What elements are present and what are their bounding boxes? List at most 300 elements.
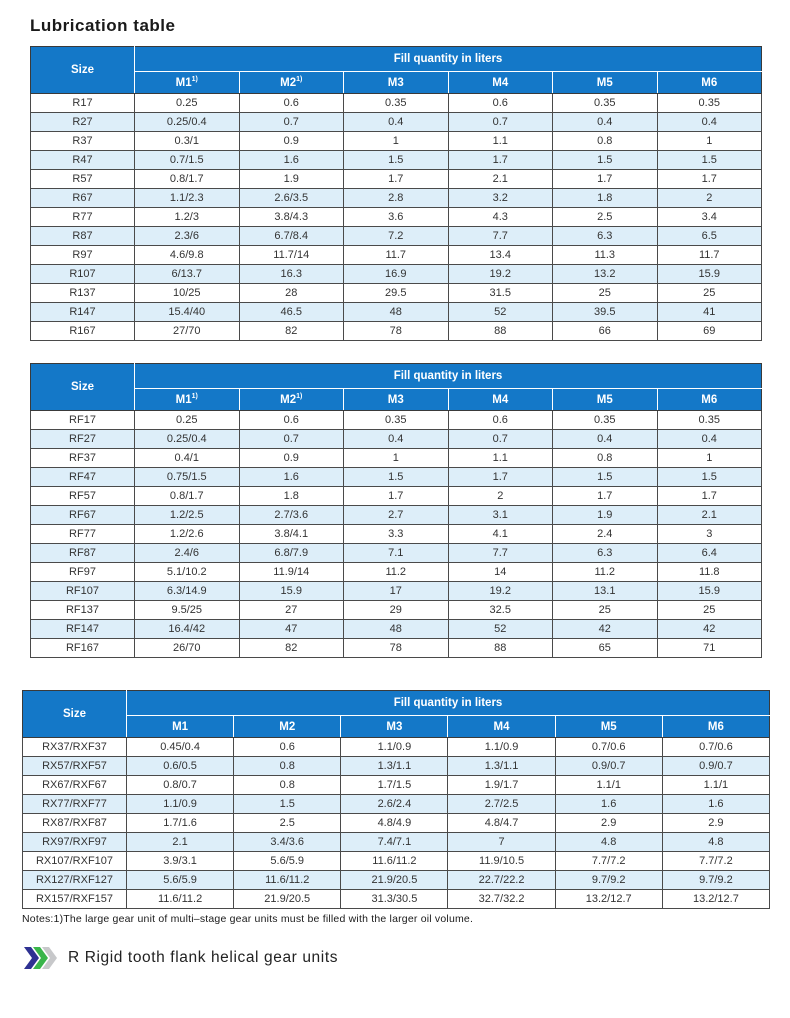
value-cell: 11.2 (553, 563, 658, 582)
value-cell: 15.4/40 (135, 303, 240, 322)
value-cell: 4.6/9.8 (135, 246, 240, 265)
value-cell: 2.7/3.6 (239, 506, 344, 525)
value-cell: 48 (344, 303, 449, 322)
value-cell: 0.25/0.4 (135, 113, 240, 132)
value-cell: 15.9 (239, 582, 344, 601)
value-cell: 11.7/14 (239, 246, 344, 265)
value-cell: 7.7 (448, 544, 553, 563)
value-cell: 0.8/0.7 (127, 776, 234, 795)
value-cell: 9.7/9.2 (662, 871, 769, 890)
lubrication-table-rf-series (30, 363, 762, 658)
value-cell: 1.1/1 (662, 776, 769, 795)
value-cell: 32.7/32.2 (448, 890, 555, 909)
value-cell: 31.3/30.5 (341, 890, 448, 909)
value-cell: 0.6 (234, 738, 341, 757)
value-cell: 1.6 (239, 468, 344, 487)
table-row (31, 132, 762, 151)
value-cell: 3.2 (448, 189, 553, 208)
table-row (31, 430, 762, 449)
value-cell: 27 (239, 601, 344, 620)
column-header-m6: M6 (657, 389, 762, 411)
column-header-m4: M4 (448, 389, 553, 411)
size-cell: RF137 (31, 601, 135, 620)
value-cell: 1.9/1.7 (448, 776, 555, 795)
value-cell: 66 (553, 322, 658, 341)
value-cell: 11.7 (657, 246, 762, 265)
value-cell: 0.35 (344, 411, 449, 430)
value-cell: 2.5 (234, 814, 341, 833)
column-header-m4: M4 (448, 716, 555, 738)
column-header-m5: M5 (553, 72, 658, 94)
header-row-group (31, 47, 762, 72)
value-cell: 1 (344, 132, 449, 151)
value-cell: 42 (657, 620, 762, 639)
value-cell: 3.8/4.3 (239, 208, 344, 227)
value-cell: 0.4/1 (135, 449, 240, 468)
table-row (31, 208, 762, 227)
value-cell: 0.35 (553, 411, 658, 430)
value-cell: 4.1 (448, 525, 553, 544)
value-cell: 1.5 (344, 468, 449, 487)
header-row-group (23, 691, 770, 716)
value-cell: 13.2/12.7 (555, 890, 662, 909)
size-cell: R167 (31, 322, 135, 341)
value-cell: 88 (448, 639, 553, 658)
value-cell: 2.9 (555, 814, 662, 833)
size-cell: R87 (31, 227, 135, 246)
value-cell: 28 (239, 284, 344, 303)
column-header-m1: M1$^{1)}$ (135, 389, 240, 411)
value-cell: 11.6/11.2 (127, 890, 234, 909)
table-row (31, 487, 762, 506)
value-cell: 65 (553, 639, 658, 658)
header-row-columns (31, 72, 762, 94)
value-cell: 0.75/1.5 (135, 468, 240, 487)
value-cell: 1 (657, 449, 762, 468)
value-cell: 1.5 (657, 468, 762, 487)
value-cell: 31.5 (448, 284, 553, 303)
header-row-columns (31, 389, 762, 411)
value-cell: 0.7/0.6 (555, 738, 662, 757)
column-header-m2: M2 (234, 716, 341, 738)
table-row (31, 639, 762, 658)
value-cell: 82 (239, 639, 344, 658)
value-cell: 3.4 (657, 208, 762, 227)
value-cell: 32.5 (448, 601, 553, 620)
table-row (31, 113, 762, 132)
value-cell: 9.7/9.2 (555, 871, 662, 890)
size-cell: RX37/RXF37 (23, 738, 127, 757)
fill-quantity-header: Fill quantity in liters (135, 364, 762, 389)
value-cell: 0.7 (448, 113, 553, 132)
table-body (23, 738, 770, 909)
value-cell: 0.6 (239, 411, 344, 430)
size-cell: RF167 (31, 639, 135, 658)
size-cell: R17 (31, 94, 135, 113)
size-column-header: Size (31, 47, 135, 94)
value-cell: 25 (657, 601, 762, 620)
header-row-columns (23, 716, 770, 738)
value-cell: 1.5 (344, 151, 449, 170)
value-cell: 2.8 (344, 189, 449, 208)
table-row (23, 852, 770, 871)
size-cell: RF77 (31, 525, 135, 544)
value-cell: 0.35 (344, 94, 449, 113)
value-cell: 15.9 (657, 265, 762, 284)
value-cell: 2.5 (553, 208, 658, 227)
table-row (31, 246, 762, 265)
value-cell: 0.4 (657, 113, 762, 132)
table-header (23, 691, 770, 738)
table-row (23, 871, 770, 890)
value-cell: 0.6 (448, 94, 553, 113)
value-cell: 3.3 (344, 525, 449, 544)
value-cell: 11.6/11.2 (341, 852, 448, 871)
value-cell: 41 (657, 303, 762, 322)
table-body (31, 94, 762, 341)
fill-quantity-header: Fill quantity in liters (127, 691, 770, 716)
size-cell: R137 (31, 284, 135, 303)
size-cell: RX77/RXF77 (23, 795, 127, 814)
section-footer (24, 947, 790, 969)
size-cell: RF57 (31, 487, 135, 506)
value-cell: 1.9 (553, 506, 658, 525)
value-cell: 7.1 (344, 544, 449, 563)
value-cell: 5.6/5.9 (234, 852, 341, 871)
value-cell: 1 (657, 132, 762, 151)
header-row-group (31, 364, 762, 389)
lubrication-table-r-series (30, 46, 762, 341)
value-cell: 2.3/6 (135, 227, 240, 246)
value-cell: 0.6 (448, 411, 553, 430)
value-cell: 1.7 (448, 468, 553, 487)
size-cell: RX107/RXF107 (23, 852, 127, 871)
value-cell: 29.5 (344, 284, 449, 303)
table-row (23, 795, 770, 814)
table-row (23, 776, 770, 795)
value-cell: 0.9/0.7 (555, 757, 662, 776)
value-cell: 0.6 (239, 94, 344, 113)
table-row (31, 506, 762, 525)
value-cell: 1.7 (553, 170, 658, 189)
value-cell: 4.8/4.7 (448, 814, 555, 833)
size-cell: RF67 (31, 506, 135, 525)
table-row (31, 582, 762, 601)
column-header-m2: M2$^{1)}$ (239, 72, 344, 94)
value-cell: 0.4 (657, 430, 762, 449)
size-cell: RF107 (31, 582, 135, 601)
size-cell: RF27 (31, 430, 135, 449)
table-row (23, 757, 770, 776)
size-cell: RF47 (31, 468, 135, 487)
size-column-header: Size (23, 691, 127, 738)
value-cell: 6.4 (657, 544, 762, 563)
column-header-m1: M1$^{1)}$ (135, 72, 240, 94)
page-title: Lubrication table (30, 16, 176, 35)
size-cell: R67 (31, 189, 135, 208)
value-cell: 5.1/10.2 (135, 563, 240, 582)
value-cell: 1.3/1.1 (341, 757, 448, 776)
size-cell: RF147 (31, 620, 135, 639)
value-cell: 2.4/6 (135, 544, 240, 563)
value-cell: 2 (448, 487, 553, 506)
value-cell: 6.7/8.4 (239, 227, 344, 246)
table-row (23, 833, 770, 852)
column-header-m2: M2$^{1)}$ (239, 389, 344, 411)
value-cell: 0.8/1.7 (135, 170, 240, 189)
value-cell: 0.35 (657, 94, 762, 113)
value-cell: 0.3/1 (135, 132, 240, 151)
value-cell: 6/13.7 (135, 265, 240, 284)
table-row (31, 170, 762, 189)
value-cell: 25 (553, 601, 658, 620)
value-cell: 13.2/12.7 (662, 890, 769, 909)
size-cell: R77 (31, 208, 135, 227)
value-cell: 1.1 (448, 449, 553, 468)
size-cell: R37 (31, 132, 135, 151)
value-cell: 3.9/3.1 (127, 852, 234, 871)
size-cell: RF37 (31, 449, 135, 468)
column-header-m5: M5 (553, 389, 658, 411)
value-cell: 0.9/0.7 (662, 757, 769, 776)
value-cell: 7.7 (448, 227, 553, 246)
table-row (23, 738, 770, 757)
value-cell: 25 (657, 284, 762, 303)
value-cell: 0.45/0.4 (127, 738, 234, 757)
value-cell: 1.6 (239, 151, 344, 170)
value-cell: 0.8 (553, 132, 658, 151)
value-cell: 4.8 (662, 833, 769, 852)
value-cell: 1.1/1 (555, 776, 662, 795)
table-row (31, 468, 762, 487)
value-cell: 0.9 (239, 449, 344, 468)
table-row (23, 890, 770, 909)
value-cell: 1.1/0.9 (448, 738, 555, 757)
size-cell: RX67/RXF67 (23, 776, 127, 795)
value-cell: 0.35 (657, 411, 762, 430)
value-cell: 2.7/2.5 (448, 795, 555, 814)
table-gap (0, 658, 790, 690)
size-cell: R57 (31, 170, 135, 189)
value-cell: 7.4/7.1 (341, 833, 448, 852)
size-cell: RX57/RXF57 (23, 757, 127, 776)
value-cell: 21.9/20.5 (341, 871, 448, 890)
column-header-m3: M3 (341, 716, 448, 738)
value-cell: 10/25 (135, 284, 240, 303)
value-cell: 22.7/22.2 (448, 871, 555, 890)
value-cell: 1 (344, 449, 449, 468)
table-row (31, 151, 762, 170)
value-cell: 2.1 (127, 833, 234, 852)
value-cell: 11.9/10.5 (448, 852, 555, 871)
size-cell: R47 (31, 151, 135, 170)
column-header-m1: M1 (127, 716, 234, 738)
value-cell: 7 (448, 833, 555, 852)
size-cell: R107 (31, 265, 135, 284)
value-cell: 1.1 (448, 132, 553, 151)
column-header-m4: M4 (448, 72, 553, 94)
size-cell: RX157/RXF157 (23, 890, 127, 909)
table-row (31, 303, 762, 322)
value-cell: 11.3 (553, 246, 658, 265)
value-cell: 1.1/0.9 (341, 738, 448, 757)
value-cell: 78 (344, 639, 449, 658)
value-cell: 0.7/0.6 (662, 738, 769, 757)
section-footer-label: R Rigid tooth flank helical gear units (68, 949, 339, 966)
table-row (31, 284, 762, 303)
value-cell: 1.7 (657, 487, 762, 506)
column-header-m6: M6 (662, 716, 769, 738)
value-cell: 13.2 (553, 265, 658, 284)
value-cell: 1.5 (553, 151, 658, 170)
table-row (31, 411, 762, 430)
value-cell: 42 (553, 620, 658, 639)
value-cell: 0.8 (234, 776, 341, 795)
value-cell: 71 (657, 639, 762, 658)
value-cell: 2.6/3.5 (239, 189, 344, 208)
lubrication-table-rx-series (22, 690, 770, 909)
column-header-m3: M3 (344, 389, 449, 411)
value-cell: 2.1 (657, 506, 762, 525)
value-cell: 9.5/25 (135, 601, 240, 620)
value-cell: 1.2/2.5 (135, 506, 240, 525)
value-cell: 0.4 (553, 430, 658, 449)
value-cell: 2.4 (553, 525, 658, 544)
value-cell: 6.8/7.9 (239, 544, 344, 563)
column-header-m5: M5 (555, 716, 662, 738)
value-cell: 52 (448, 620, 553, 639)
value-cell: 1.7 (344, 170, 449, 189)
value-cell: 0.4 (344, 113, 449, 132)
value-cell: 1.2/3 (135, 208, 240, 227)
table-row (31, 525, 762, 544)
value-cell: 7.7/7.2 (662, 852, 769, 871)
table-row (31, 265, 762, 284)
value-cell: 16.4/42 (135, 620, 240, 639)
value-cell: 29 (344, 601, 449, 620)
value-cell: 0.25 (135, 94, 240, 113)
value-cell: 1.2/2.6 (135, 525, 240, 544)
value-cell: 7.7/7.2 (555, 852, 662, 871)
value-cell: 0.7 (239, 113, 344, 132)
value-cell: 4.8 (555, 833, 662, 852)
value-cell: 2.1 (448, 170, 553, 189)
value-cell: 7.2 (344, 227, 449, 246)
value-cell: 3.8/4.1 (239, 525, 344, 544)
value-cell: 13.4 (448, 246, 553, 265)
value-cell: 3.1 (448, 506, 553, 525)
value-cell: 1.7 (448, 151, 553, 170)
value-cell: 2.7 (344, 506, 449, 525)
value-cell: 11.8 (657, 563, 762, 582)
value-cell: 39.5 (553, 303, 658, 322)
value-cell: 21.9/20.5 (234, 890, 341, 909)
value-cell: 1.8 (239, 487, 344, 506)
value-cell: 2 (657, 189, 762, 208)
size-cell: RX97/RXF97 (23, 833, 127, 852)
column-header-m3: M3 (344, 72, 449, 94)
value-cell: 88 (448, 322, 553, 341)
value-cell: 1.9 (239, 170, 344, 189)
value-cell: 19.2 (448, 582, 553, 601)
table-header (31, 47, 762, 94)
value-cell: 2.9 (662, 814, 769, 833)
size-column-header: Size (31, 364, 135, 411)
table-gap (0, 341, 790, 363)
value-cell: 11.6/11.2 (234, 871, 341, 890)
value-cell: 1.5 (657, 151, 762, 170)
value-cell: 1.3/1.1 (448, 757, 555, 776)
value-cell: 1.5 (553, 468, 658, 487)
value-cell: 1.1/2.3 (135, 189, 240, 208)
table-row (31, 449, 762, 468)
value-cell: 0.9 (239, 132, 344, 151)
value-cell: 1.7/1.6 (127, 814, 234, 833)
table-header (31, 364, 762, 411)
value-cell: 16.9 (344, 265, 449, 284)
value-cell: 1.7 (344, 487, 449, 506)
value-cell: 3 (657, 525, 762, 544)
table-row (31, 189, 762, 208)
value-cell: 1.8 (553, 189, 658, 208)
value-cell: 0.35 (553, 94, 658, 113)
value-cell: 1.5 (234, 795, 341, 814)
value-cell: 0.25/0.4 (135, 430, 240, 449)
table-row (31, 322, 762, 341)
table-row (31, 544, 762, 563)
value-cell: 6.3 (553, 544, 658, 563)
value-cell: 46.5 (239, 303, 344, 322)
value-cell: 48 (344, 620, 449, 639)
value-cell: 0.8 (553, 449, 658, 468)
value-cell: 16.3 (239, 265, 344, 284)
table-row (31, 227, 762, 246)
value-cell: 4.8/4.9 (341, 814, 448, 833)
value-cell: 26/70 (135, 639, 240, 658)
value-cell: 2.6/2.4 (341, 795, 448, 814)
value-cell: 11.9/14 (239, 563, 344, 582)
value-cell: 69 (657, 322, 762, 341)
table-row (23, 814, 770, 833)
value-cell: 13.1 (553, 582, 658, 601)
value-cell: 4.3 (448, 208, 553, 227)
value-cell: 0.7/1.5 (135, 151, 240, 170)
footnote: Notes:1)The large gear unit of multi–stage gear units must be filled with the larger oil volume. (22, 913, 474, 925)
value-cell: 11.2 (344, 563, 449, 582)
size-cell: R147 (31, 303, 135, 322)
value-cell: 6.5 (657, 227, 762, 246)
value-cell: 0.8 (234, 757, 341, 776)
value-cell: 1.1/0.9 (127, 795, 234, 814)
size-cell: R27 (31, 113, 135, 132)
fill-quantity-header: Fill quantity in liters (135, 47, 762, 72)
value-cell: 1.7/1.5 (341, 776, 448, 795)
value-cell: 1.7 (553, 487, 658, 506)
value-cell: 15.9 (657, 582, 762, 601)
value-cell: 17 (344, 582, 449, 601)
value-cell: 14 (448, 563, 553, 582)
table-row (31, 601, 762, 620)
table-body (31, 411, 762, 658)
value-cell: 1.7 (657, 170, 762, 189)
table-row (31, 563, 762, 582)
value-cell: 0.4 (553, 113, 658, 132)
value-cell: 25 (553, 284, 658, 303)
value-cell: 0.7 (239, 430, 344, 449)
value-cell: 82 (239, 322, 344, 341)
value-cell: 0.8/1.7 (135, 487, 240, 506)
value-cell: 0.6/0.5 (127, 757, 234, 776)
